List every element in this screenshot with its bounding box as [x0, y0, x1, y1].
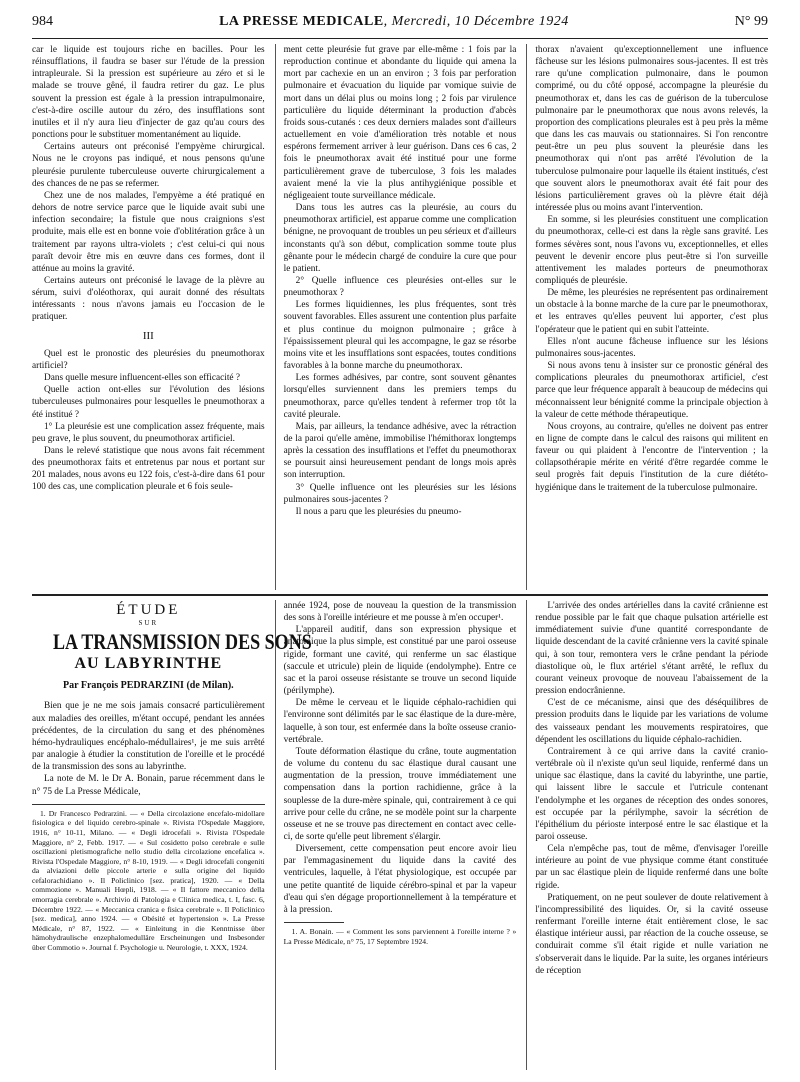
paragraph: Mais, par ailleurs, la tendance adhésive, avec la rétraction de la paroi qu'elle amène, immobilise l'hémithorax longtemps après la cessation des insufflations et l'effet du pneumothorax se poursuit ainsi heureusement pendant de longs mois après son interruption. — [283, 421, 517, 481]
paragraph: Diversement, cette compensation peut encore avoir lieu par l'emmagasinement du liquide dans la cavité des ventricules, laquelle, à l'état physiologique, est occupée par une petite quantité de liquide cérébro-spinal et par la vapeur d'eau qui s'en dégage proportionnellement à la température et à la pression. — [283, 844, 517, 915]
top-column-2 — [275, 44, 517, 590]
paragraph: L'appareil auditif, dans son expression physique et anatomique la plus simple, est constitué par une paroi osseuse rigide, formant une cavité, qui renferme un sac élastique (saccule et utricule) plein de liquide (endolymphe). Entre ce sac et la paroi osseuse résistante se trouve un second liquide (périlymphe). — [283, 625, 517, 697]
paragraph: Chez une de nos malades, l'empyème a été pratiqué en dehors de notre service parce que le liquide avait subi une infection secondaire; la fistule que nous craignions s'est produite, mais elle est en bonne voie d'oblitération grâce à un traitement par rayons ultra-violets ; c'est celui-ci qui nous paraît devoir être mis en œuvre dans ces formes, dont il atténue au moins la gravité. — [32, 190, 265, 274]
paragraph: Il nous a paru que les pleurésies du pneumo- — [295, 506, 462, 517]
paragraph: Contrairement à ce qui arrive dans la cavité cranio-vertébrale où il n'existe qu'un seul liquide, renfermé dans un unique sac élastique, dans la cavité du labyrinthe, une partie, qui laissent libre le saccule et l'utricule contenant l'endolymphe et les organes de réception des ondes sonores, est occupée par la périlymphe, savoir la sécrétion de l'épithélium du périoste interposé entre le sac élastique et la paroi osseuse. — [535, 746, 769, 842]
paragraph: C'est de ce mécanisme, ainsi que des déséquilibres de pression produits dans le liquide par les variations de volume des vaisseaux pendant les mouvements respiratoires, que dépendent les oscillations du liquide céphalo-rachidien. — [535, 698, 769, 745]
question: Dans quelle mesure influencent-elles son efficacité ? — [44, 373, 241, 384]
footnote-text: 1. Dr Francesco Pedrarzini. — « Della circolazione encefalo-midollare fisiologica e del liquido cerebro-spinale ». Rivista l'Ospedale Maggiore, 1916, n° 10-11, Milano. — « Degli idrocefali ». Rivista l'Ospedale Maggiore, n° 2, Febb. 1917. — « Sul cosidetto polso cerebrale e sulle oscillazioni pletismografiche nello studio della circolazione encefalica ». Rivista l'Ospedale Maggiore, n° 8-10, 1919. — « Degli idrocefali congeniti da alviazioni delle piccole arterie e sulla origine del liquido cefalorachidiano ». Il Policlinico [sez. pratica], 1920. — « Della commozione ». Manuali Hœpli, 1918. — « Il fattore meccanico della emorragia cerebrale ». Archivio di Patologia e Clinica medica, t. I, fasc. 6, Décembre 1922. — « Meccanica cranica e fisica cerebrale ». Il Policlinico [sez. medica], anno 1924. — « Obésité et hypertension ». La Presse Médicale, n° 87, 1922. — « Einleitung in die Kenntnisse über hämohydraulische enzephalomedulläre Erscheinungen und Insbesonder über Commotio ». Journal f. Psychologie u. Neurologie, t. XXX, 1924. — [32, 808, 265, 953]
issue-date: , Mercredi, 10 Décembre 1924 — [383, 14, 569, 29]
paragraph: Les formes liquidiennes, les plus fréquentes, sont très souvent favorables. Elles assurent une contention plus parfaite et plus continue du moignon pulmonaire ; grâce à l'épaississement pleural qui les accompagne, le gaz se résorbe moins vite et les insufflations sont espacées, toutes conditions favorables à la bonne marche du pneumothorax. — [283, 300, 517, 372]
footnote — [284, 927, 517, 946]
paragraph: Nous croyons, au contraire, qu'elles ne doivent pas entrer en ligne de compte dans le calcul des raisons qui militent en faveur ou qui plaident à l'encontre de l'intervention ; la collapsothérapie mérite en vérité d'être regardée comme le seul progrès fait depuis l'institution de la cure diététo-hygiénique dans le traitement de la tuberculose pulmonaire. — [535, 421, 769, 493]
page-header — [32, 14, 768, 36]
paragraph: ment cette pleurésie fut grave par elle-même : 1 fois par la reproduction continue et abondante du liquide qui amena la mort par cachexie en un an environ ; 3 fois par perforation pulmonaire et évacuation du liquide par vomique suivie de mort dans un délai plus ou moins long ; 2 fois par virulence particulière du liquide déterminant la production d'abcès froids sous-cutanés : ces deux derniers malades sont d'ailleurs actuellement en voie d'amélioration très notable et nous espérons fermement arriver à leur guérison. Dans ces 6 cas, 2 fois le pneumothorax avait été institué pour une forme particulièrement grave de tuberculose, 3 fois les malades avaient mené la vie la plus antihygiénique possible et négligeaient toute surveillance médicale. — [283, 45, 517, 201]
paragraph: L'arrivée des ondes artérielles dans la cavité crânienne est rendue possible par le fait que chaque pulsation artérielle est immédiatement suivie d'une quantité correspondante de liquide descendant de la cavité crânienne vers la cavité spinale qui, à son tour, remontera vers le crâne pendant la période diastolique où, le flux artériel s'étant arrêté, le reflux du courant veineux provoque de nouveau l'abaissement de la pression endocrânienne. — [535, 601, 769, 697]
paragraph: La note de M. le Dr A. Bonain, parue récemment dans le n° 75 de La Presse Médicale, — [32, 774, 265, 797]
paragraph: En somme, si les pleurésies constituent une complication du pneumothorax, celle-ci est dans la règle sans gravité. Les formes sévères sont, nous l'avons vu, exceptionnelles, et elles peuvent le devenir encore plus peut-être si l'on surveille attentivement les malades porteurs de pneumothorax compliqués de pleurésie. — [535, 215, 769, 286]
top-section — [32, 44, 768, 590]
article-byline: Par François PEDRARZINI (de Milan). — [63, 680, 234, 692]
paragraph: 1° La pleurésie est une complication assez fréquente, mais peu grave, le plus souvent, du pneumothorax artificiel. — [32, 421, 265, 444]
paragraph: car le liquide est toujours riche en bacilles. Pour les réinsufflations, il faudra se baser sur l'étude de la pression intrapleurale. Si la pression est supérieure au zéro et si le malade se trouve gêné, il faudra retirer du gaz. Le plus souvent la pression est égale à la pression intrapulmonaire, c'est-à-dire oscille autour du zéro, des insufflations sont inutiles et il n'y aura lieu d'injecter de gaz qu'au cours des ponctions pour le substituer momentanément au liquide. — [32, 45, 265, 141]
article-column-2 — [275, 600, 517, 1070]
paragraph: Bien que je ne me sois jamais consacré particulièrement aux maladies des oreilles, m'étant occupé, pendant les années précédentes, de la circulation du sang et des phénomènes hémo-hydrauliques encéphalo-médullaires¹, je me suis arrêté par analogie à étudier la constitution de l'oreille et le procédé de la transmission des sons au labyrinthe. — [32, 701, 265, 773]
footnote-text: 1. A. Bonain. — « Comment les sons parviennent à l'oreille interne ? » La Presse Médicale, n° 75, 17 Septembre 1924. — [283, 927, 517, 946]
paragraph: Pratiquement, on ne peut soulever de doute relativement à l'incompressibilité des liquides. Or, si la cavité osseuse renfermant l'oreille interne était entièrement close, le sac élastique intérieur aussi, par réaction de la couche osseuse, se conduirait comme s'il était rigide et nulle variation ne s'observerait dans le liquide. Par la suite, les organes intérieurs de réception — [535, 892, 769, 976]
section-divider — [32, 594, 768, 596]
journal-name: LA PRESSE MEDICALE — [219, 14, 384, 29]
paragraph: Cela n'empêche pas, tout de même, d'envisager l'oreille intérieure au point de vue physique comme étant constituée par un sac élastique plein de liquide renfermé dans une boîte rigide. — [535, 844, 769, 891]
paragraph: année 1924, pose de nouveau la question de la transmission des sons à l'oreille intérieure et me pousse à m'en occuper¹. — [283, 601, 517, 624]
paragraph: Certains auteurs ont préconisé le lavage de la plèvre au sérum, suivi d'oléothorax, qui aurait donné des résultats intéressants : nous n'avons jamais eu l'occasion de le pratiquer. — [32, 275, 265, 323]
paragraph: Toute déformation élastique du crâne, toute augmentation de volume du contenu du sac élastique dural causant une augmentation de la pression, trouve immédiatement une compensation dans la portion rachidienne, grâce à la souplesse de la dure-mère spinale, qui, contrairement à ce qui arrive pour celle du crâne, ne se modèle point sur la charpente osseuse et ne se trouve pas directement en contact avec celle-ci, de sorte qu'elle peut librement s'élargir. — [283, 746, 517, 842]
top-column-1 — [32, 44, 265, 590]
section-number: III — [142, 329, 154, 342]
article-column-1 — [32, 600, 312, 1070]
paragraph: Si nous avons tenu à insister sur ce pronostic général des complications pleurales du pneumothorax artificiel, c'est parce que leur fréquence apparaît à beaucoup de médecins qui méconnaissent leur bénignité comme la principale objection à la valeur de cette méthode thérapeutique. — [535, 361, 769, 420]
article-column-3 — [526, 600, 768, 1070]
page-number: 984 — [32, 14, 53, 29]
journal-title — [219, 14, 569, 30]
article-kicker: ÉTUDE — [116, 602, 181, 618]
paragraph: Certains auteurs ont préconisé l'empyème chirurgical. Nous ne le croyons pas indiqué, et nous pensons qu'une pleurésie purulente tuberculeuse ouverte chirurgicalement a des chances de ne pas se refermer. — [32, 142, 265, 189]
paragraph: Dans tous les autres cas la pleurésie, au cours du pneumothorax artificiel, est apparue comme une complication bénigne, ne provoquant de troubles un peu sérieux et d'ailleurs inconstants qu'à son début, complication somme toute plus gênante pour le médecin chargé de conduire la cure que pour le patient. — [283, 203, 517, 274]
question: 3° Quelle influence ont les pleurésies sur les lésions pulmonaires sous-jacentes ? — [283, 482, 517, 505]
header-rule — [32, 38, 768, 39]
question: 2° Quelle influence ces pleurésies ont-elles sur le pneumothorax ? — [283, 275, 517, 299]
paragraph: Dans le relevé statistique que nous avons fait récemment des pneumothorax faits et entretenus par nous et portant sur 201 malades, nous avons eu 122 fois, c'est-à-dire dans 61 pour 100 des cas, une complication pleurale et 6 fois seule- — [32, 446, 265, 493]
paragraph: De même le cerveau et le liquide céphalo-rachidien qui l'environne sont délimités par le sac élastique de la dure-mère, laquelle, à son tour, est enfermée dans la boîte osseuse cranio-vertébrale. — [283, 698, 517, 745]
top-column-3 — [526, 44, 768, 590]
paragraph: Les formes adhésives, par contre, sont souvent gênantes lorsqu'elles surviennent dans les premiers temps du pneumothorax, parce qu'elles tendent à refermer trop tôt la cavité pleurale. — [283, 373, 517, 420]
article-title: LA TRANSMISSION DES SONS — [52, 629, 312, 655]
article-section — [32, 600, 768, 1070]
question: Quel est le pronostic des pleurésies du pneumothorax artificiel? — [32, 348, 265, 371]
question: Quelle action ont-elles sur l'évolution des lésions tuberculeuses pulmonaires pour lesquelles le pneumothorax a été institué ? — [32, 385, 265, 420]
issue-number: N° 99 — [734, 14, 768, 29]
paragraph: Elles n'ont aucune fâcheuse influence sur les lésions pulmonaires sous-jacentes. — [535, 336, 769, 359]
article-kicker-sur: SUR — [138, 619, 159, 628]
article-subtitle: AU LABYRINTHE — [74, 655, 223, 673]
footnote — [32, 804, 265, 953]
paragraph: thorax n'avaient qu'exceptionnellement une influence fâcheuse sur les lésions pulmonaires sous-jacentes. Il est très rare qu'une complication pulmonaire, dans le poumon comprimé, ou du côté opposé, accompagne la pleurésie du pneumothorax et, dans les cas de guérison de la tuberculose pulmonaire par le pneumothorax que nous avons relevés, la proportion des complications pleurales est à peu près la même que dans les cas mauvais ou stationnaires. Si l'on rencontre peut-être un peu plus souvent la pleurésie dans les pneumothorax qui n'ont pas arrêté l'évolution de la tuberculose pulmonaire pour laquelle ils étaient institués, c'est que souvent alors le pneumothorax avait été fait pour des lésions particulièrement graves où la plèvre était déjà intéressée plus ou moins avant l'intervention. — [535, 45, 769, 214]
footnote-rule — [284, 922, 344, 923]
paragraph: De même, les pleurésies ne représentent pas ordinairement un obstacle à la bonne marche de la cure par le pneumothorax, et les entraves qu'elles peuvent lui apporter, c'est plus l'opérateur que le patient qui en subit l'atteinte. — [535, 288, 769, 335]
